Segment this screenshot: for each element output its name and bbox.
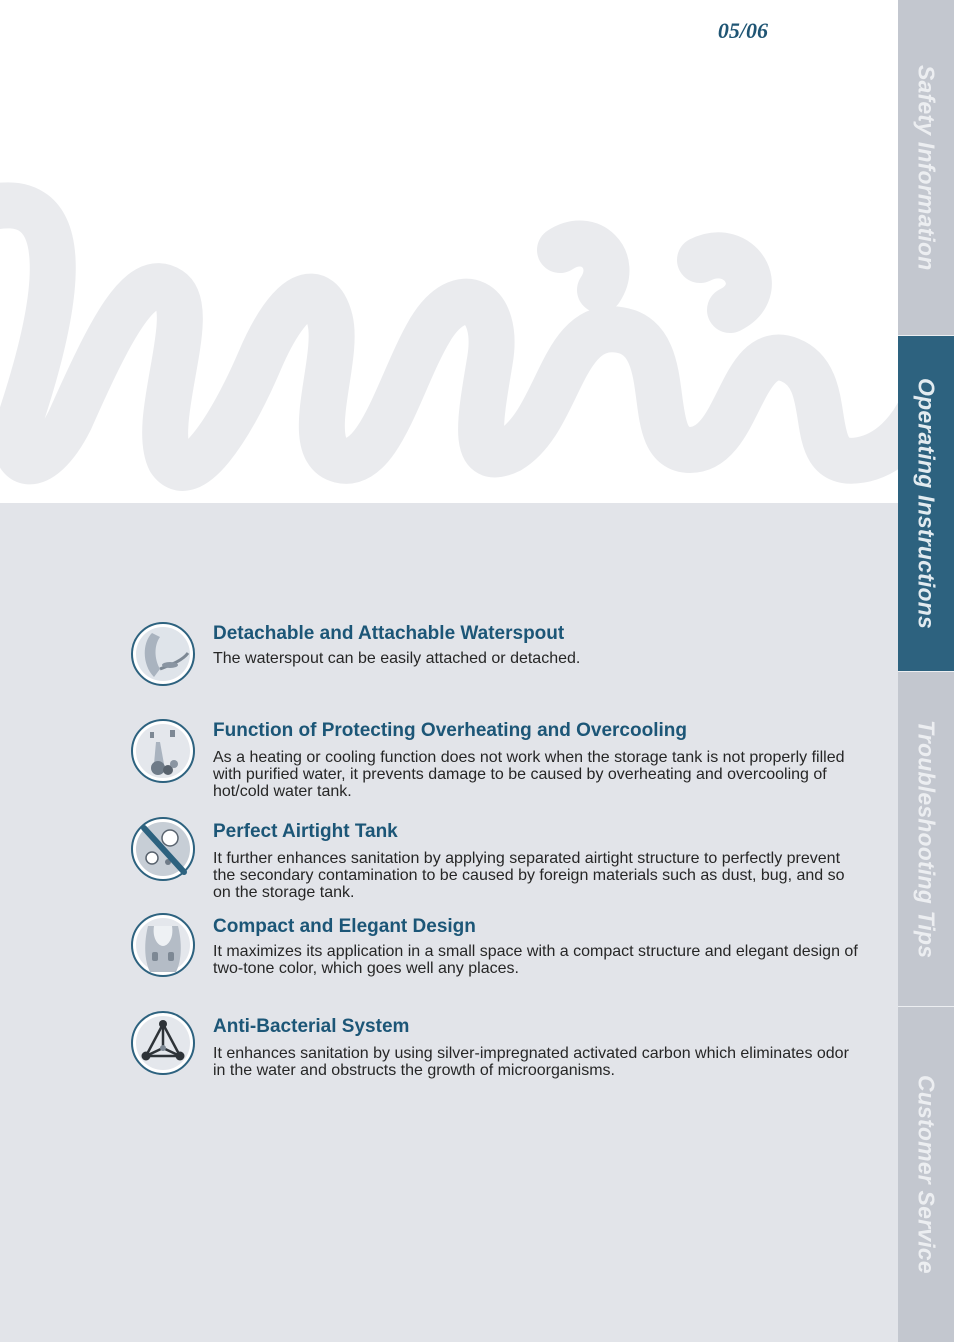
feature-description: As a heating or cooling function does not work when the storage tank is not properly filled with purified water, it prevents damage to be caused by overheating and overcooling of hot/cold water tank. [213,749,845,800]
feature-description: It enhances sanitation by using silver-impregnated activated carbon which eliminates odor in the water and obstructs the growth of microorganisms. [213,1045,849,1079]
tab-operating-instructions[interactable] [898,336,954,672]
feature-description: It maximizes its application in a small space with a compact structure and elegant design of two-tone color, which goes well any places. [213,943,858,977]
decorative-script-graphic [0,160,898,503]
waterspout-icon [130,621,196,687]
feature-title: Detachable and Attachable Waterspout [213,623,565,644]
tab-label: Troubleshooting Tips [913,719,940,959]
tab-label: Operating Instructions [913,377,940,630]
feature-title: Function of Protecting Overheating and Overcooling [213,720,687,741]
page-number: 05/06 [717,18,768,43]
header-area [0,0,898,503]
tab-troubleshooting-tips[interactable] [898,672,954,1007]
temperature-protection-icon [130,718,196,784]
tab-customer-service[interactable] [898,1007,954,1342]
compact-design-icon [130,912,196,978]
feature-title: Compact and Elegant Design [213,916,476,937]
tab-label: Customer Service [913,1075,940,1274]
tab-safety-information[interactable] [898,0,954,336]
feature-description: It further enhances sanitation by applying separated airtight structure to perfectly prevent the secondary contamination to be caused by foreign materials such as dust, bug, and so on the storage tank. [213,850,845,901]
tab-label: Safety Information [913,64,940,271]
section-sidebar [898,0,954,1342]
airtight-tank-icon [130,816,196,882]
feature-title: Anti-Bacterial System [213,1016,410,1037]
anti-bacterial-icon [130,1010,196,1076]
feature-title: Perfect Airtight Tank [213,821,398,842]
feature-description: The waterspout can be easily attached or detached. [213,650,581,667]
